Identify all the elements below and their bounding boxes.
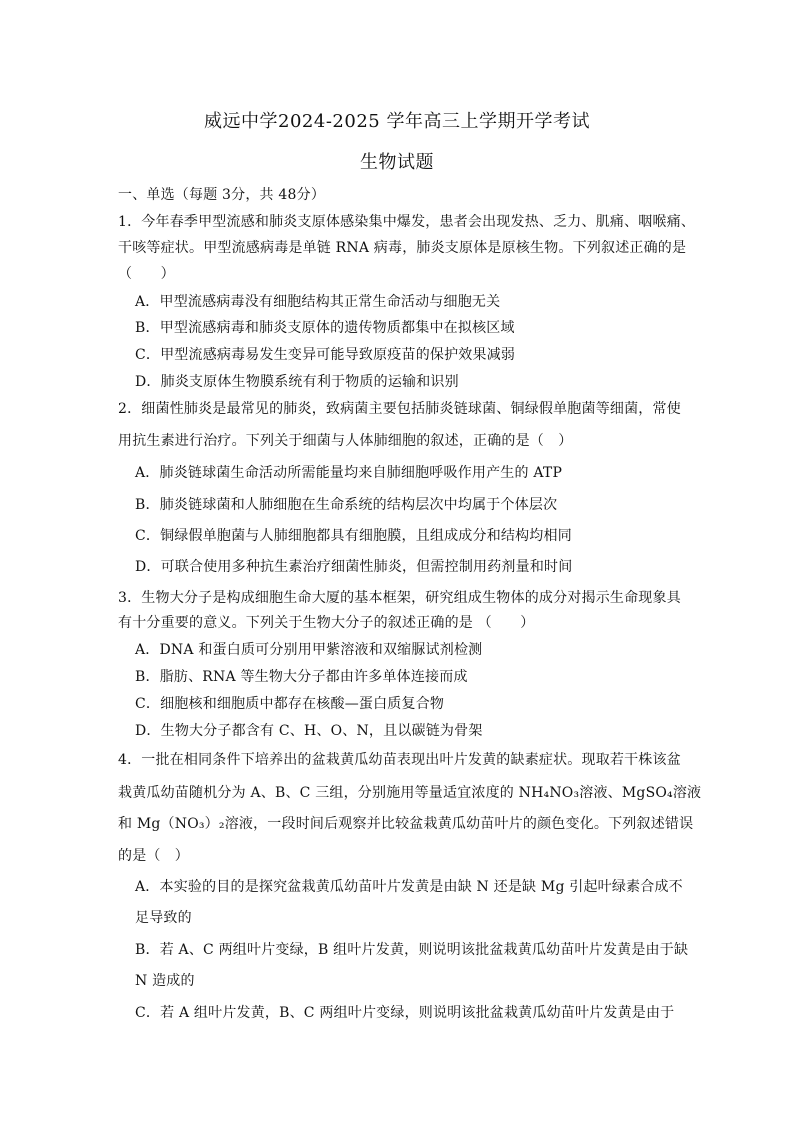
question-3-option-d: D．生物大分子都含有 C、H、O、N，且以碳链为骨架 [135,723,483,739]
question-1-line-2: 干咳等症状。甲型流感病毒是单链 RNA 病毒，肺炎支原体是原核生物。下列叙述正确的是 [118,240,687,256]
question-3-line-1: 3．生物大分子是构成细胞生命大厦的基本框架，研究组成生物体的成分对揭示生命现象具 [118,590,681,606]
question-3-option-b: B．脂肪、RNA 等生物大分子都由许多单体连接而成 [135,669,468,685]
question-1-line-1: 1．今年春季甲型流感和肺炎支原体感染集中爆发，患者会出现发热、乏力、肌痛、咽喉痛、 [118,214,696,230]
question-2-line-1: 2．细菌性肺炎是最常见的肺炎，致病菌主要包括肺炎链球菌、铜绿假单胞菌等细菌，常使 [118,401,681,417]
question-2-line-2: 用抗生素进行治疗。下列关于细菌与人体肺细胞的叙述，正确的是（ ） [118,433,573,449]
question-1-line-3: （ ） [118,266,175,282]
question-1-option-d: D．肺炎支原体生物膜系统有利于物质的运输和识别 [135,374,459,390]
question-2-option-b: B．肺炎链球菌和人肺细胞在生命系统的结构层次中均属于个体层次 [135,497,558,513]
question-3-line-2: 有十分重要的意义。下列关于生物大分子的叙述正确的是 （ ） [118,615,535,631]
question-1-option-a: A．甲型流感病毒没有细胞结构其正常生命活动与细胞无关 [135,294,501,310]
question-2-option-a: A．肺炎链球菌生命活动所需能量均来自肺细胞呼吸作用产生的 ATP [135,465,563,481]
question-4-option-b-cont: N 造成的 [135,973,195,989]
question-4-line-2: 栽黄瓜幼苗随机分为 A、B、C 三组，分别施用等量适宜浓度的 NH₄NO₃溶液、MgSO₄溶液 [118,785,702,801]
subject-title: 生物试题 [360,152,434,173]
question-4-option-b: B．若 A、C 两组叶片变绿，B 组叶片发黄，则说明该批盆栽黄瓜幼苗叶片发黄是由于缺 [135,942,689,958]
question-4-line-3: 和 Mg（NO₃）₂溶液，一段时间后观察并比较盆栽黄瓜幼苗叶片的颜色变化。下列叙述错误 [118,816,694,832]
question-4-line-4: 的是（ ） [118,848,189,864]
question-4-line-1: 4．一批在相同条件下培养出的盆栽黄瓜幼苗表现出叶片发黄的缺素症状。现取若干株该盆 [118,752,681,768]
section-heading: 一、单选（每题 3分，共 48分） [118,187,326,203]
question-2-option-c: C．铜绿假单胞菌与人肺细胞都具有细胞膜，且组成成分和结构均相同 [135,528,572,544]
question-4-option-a-cont: 足导致的 [135,910,192,926]
question-3-option-a: A．DNA 和蛋白质可分别用甲紫溶液和双缩脲试剂检测 [135,642,483,658]
question-3-option-c: C．细胞核和细胞质中都存在核酸—蛋白质复合物 [135,696,445,712]
question-4-option-a: A．本实验的目的是探究盆栽黄瓜幼苗叶片发黄是由缺 N 还是缺 Mg 引起叶绿素合成不 [135,879,683,895]
question-1-option-c: C．甲型流感病毒易发生变异可能导致原疫苗的保护效果减弱 [135,347,516,363]
question-1-option-b: B．甲型流感病毒和肺炎支原体的遗传物质都集中在拟核区域 [135,320,515,336]
question-4-option-c: C．若 A 组叶片发黄，B、C 两组叶片变绿，则说明该批盆栽黄瓜幼苗叶片发黄是由于 [135,1005,675,1021]
question-2-option-d: D．可联合使用多种抗生素治疗细菌性肺炎，但需控制用药剂量和时间 [135,559,573,575]
exam-title: 威远中学2024-2025 学年高三上学期开学考试 [204,111,590,132]
